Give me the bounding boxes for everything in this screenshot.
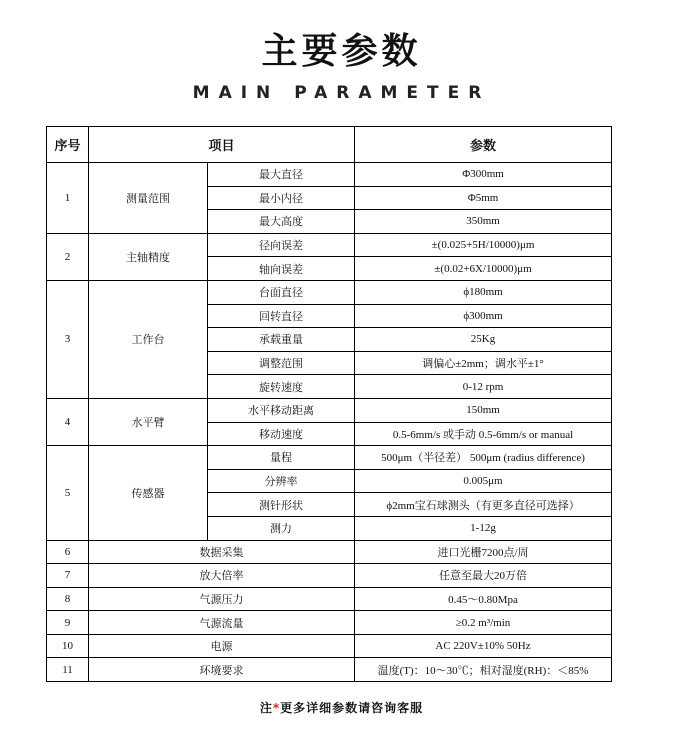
sub-item-label: 回转直径 — [208, 304, 355, 328]
table-row — [47, 398, 612, 422]
table-row — [47, 658, 612, 682]
group-label: 工作台 — [89, 280, 208, 398]
row-number: 11 — [47, 658, 89, 682]
param-value: Φ5mm — [355, 186, 612, 210]
param-value: Φ300mm — [355, 163, 612, 187]
table-row — [47, 233, 612, 257]
param-value: ±(0.02+6X/10000)μm — [355, 257, 612, 281]
sub-item-label: 调整范围 — [208, 351, 355, 375]
row-number: 7 — [47, 564, 89, 588]
row-number: 5 — [47, 446, 89, 540]
row-number: 4 — [47, 398, 89, 445]
sub-item-label: 旋转速度 — [208, 375, 355, 399]
row-number: 3 — [47, 280, 89, 398]
item-label: 气源流量 — [89, 611, 355, 635]
sub-item-label: 移动速度 — [208, 422, 355, 446]
table-row — [47, 564, 612, 588]
page-subtitle: MAIN PARAMETER — [192, 83, 491, 103]
page-title: 主要参数 — [261, 31, 422, 72]
sub-item-label: 量程 — [208, 446, 355, 470]
footnote-star: * — [272, 701, 281, 715]
param-value: 25Kg — [355, 328, 612, 352]
header-param: 参数 — [355, 127, 612, 163]
table-row — [47, 163, 612, 187]
sub-item-label: 承载重量 — [208, 328, 355, 352]
table-header-row — [47, 127, 612, 163]
item-label: 数据采集 — [89, 540, 355, 564]
row-number: 1 — [47, 163, 89, 234]
group-label: 主轴精度 — [89, 233, 208, 280]
sub-item-label: 台面直径 — [208, 280, 355, 304]
sub-item-label: 轴向误差 — [208, 257, 355, 281]
param-value: 150mm — [355, 398, 612, 422]
sub-item-label: 分辨率 — [208, 469, 355, 493]
param-value: 1-12g — [355, 516, 612, 540]
table-row — [47, 634, 612, 658]
item-label: 放大倍率 — [89, 564, 355, 588]
param-value: 温度(T)：10～30℃；相对湿度(RH)：＜85% — [355, 658, 612, 682]
header-item: 项目 — [89, 127, 355, 163]
sub-item-label: 测力 — [208, 516, 355, 540]
table-row — [47, 446, 612, 470]
sub-item-label: 径向误差 — [208, 233, 355, 257]
parameter-table — [46, 126, 612, 682]
table-row — [47, 587, 612, 611]
param-value: 调偏心±2mm；调水平±1° — [355, 351, 612, 375]
param-value: ϕ2mm宝石球测头（有更多直径可选择） — [355, 493, 612, 517]
row-number: 6 — [47, 540, 89, 564]
item-label: 电源 — [89, 634, 355, 658]
row-number: 10 — [47, 634, 89, 658]
table-row — [47, 280, 612, 304]
param-value: ϕ300mm — [355, 304, 612, 328]
group-label: 测量范围 — [89, 163, 208, 234]
table-row — [47, 611, 612, 635]
sub-item-label: 最小内径 — [208, 186, 355, 210]
param-value: ≥0.2 m³/min — [355, 611, 612, 635]
param-value: AC 220V±10% 50Hz — [355, 634, 612, 658]
row-number: 9 — [47, 611, 89, 635]
footnote-prefix: 注 — [259, 701, 273, 715]
row-number: 2 — [47, 233, 89, 280]
param-value: 0.5-6mm/s 或手动 0.5-6mm/s or manual — [355, 422, 612, 446]
item-label: 环境要求 — [89, 658, 355, 682]
sub-item-label: 测针形状 — [208, 493, 355, 517]
sub-item-label: 最大直径 — [208, 163, 355, 187]
footnote — [0, 699, 683, 716]
param-value: ϕ180mm — [355, 280, 612, 304]
sub-item-label: 水平移动距离 — [208, 398, 355, 422]
row-number: 8 — [47, 587, 89, 611]
param-value: 0.45～0.80Mpa — [355, 587, 612, 611]
param-value: ±(0.025+5H/10000)μm — [355, 233, 612, 257]
param-value: 0.005μm — [355, 469, 612, 493]
sub-item-label: 最大高度 — [208, 210, 355, 234]
param-value: 500μm（半径差） 500μm (radius difference) — [355, 446, 612, 470]
param-value: 0-12 rpm — [355, 375, 612, 399]
item-label: 气源压力 — [89, 587, 355, 611]
group-label: 传感器 — [89, 446, 208, 540]
param-value: 任意至最大20万倍 — [355, 564, 612, 588]
param-value: 350mm — [355, 210, 612, 234]
header-no: 序号 — [47, 127, 89, 163]
group-label: 水平臂 — [89, 398, 208, 445]
footnote-text: 更多详细参数请咨询客服 — [280, 701, 424, 715]
param-value: 进口光栅7200点/周 — [355, 540, 612, 564]
table-row — [47, 540, 612, 564]
